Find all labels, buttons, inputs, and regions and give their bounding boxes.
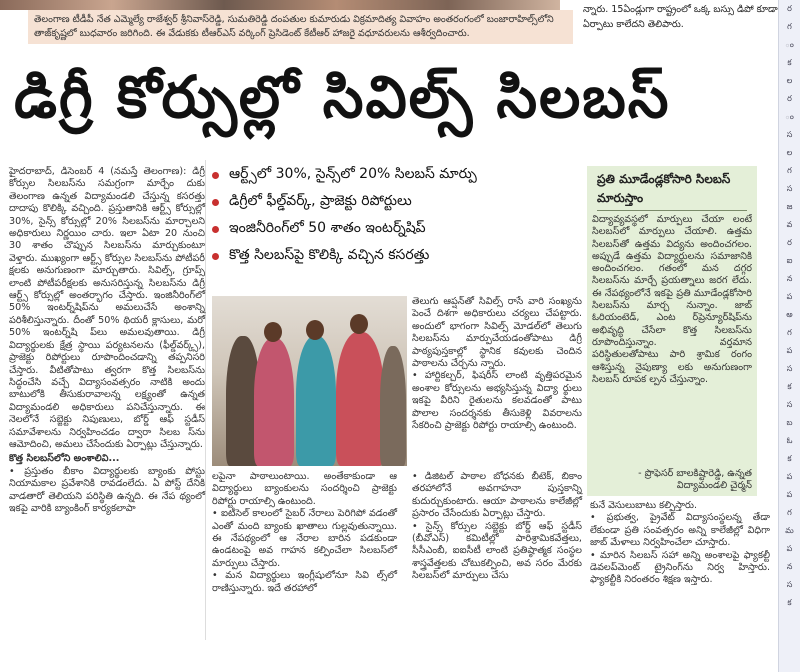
adjacent-column-fragment: గ [787, 508, 792, 517]
bullet-item [212, 189, 582, 216]
bullet-item [212, 162, 582, 189]
adjacent-column-fragment: జ [786, 202, 793, 211]
adjacent-column-fragment: న [786, 562, 793, 571]
quote-box-body: విద్యావ్యవస్థలో మార్పులు చేయా లంటే సిలబస్‌లో మార్పులు చేయాలి. ఉత్తమ సిలబస్‌తో ఉత్తమ విద్యను అందించగలం. అప్పుడే ఉత్తమ విద్యార్థులను సమాజానికి అందించగలం. గతంలో మన దగ్గర సిలబస్‌ను మార్చే ప్రయత్నాలు జరగ లేదు. ఈ నేపథ్యంలోనే ఇకపై ప్రతి మూడేండ్లకోసారి సిలబస్‌ను మార్చ నున్నాం. జాబ్ ఓరియంటెడ్, ఎంట ర్‌ప్రెన్యూర్‌షిప్‌ను అభివృద్ధి చేసేలా కొత్త సిలబస్‌ను రూపొందిస్తున్నాం. వర్తమాన పరిస్థితులతోపాటు పారి శ్రామిక రంగం ఆశిస్తున్న నైపుణ్యా లకు అనుగుణంగా సిలబస్ రూపక ల్పన చేస్తున్నాం. [592, 214, 752, 385]
adjacent-column-fragment: వ [786, 220, 793, 229]
adjacent-column-fragment: అ [786, 310, 793, 319]
bullet-dot-icon [212, 226, 219, 233]
bullet-text: ఆర్ట్స్‌లో 30%, సైన్స్‌లో 20% సిలబస్ మార్పు [229, 166, 477, 182]
bullet-item [212, 243, 582, 270]
adjacent-column-fragment: మ [785, 526, 794, 535]
top-right-article-end: న్నారు. 15ఏండ్లుగా రాష్ట్రంలో ఒక్క బస్సు డిపో కూడా ఏర్పాటు కాలేదని తెలిపారు. [583, 4, 778, 30]
adjacent-column-fragment: ం [785, 112, 794, 121]
middle-column-upper: తెలుగు ఆప్షన్‌తో సివిల్స్ రాసే వారి సంఖ్యను పెంచే దిశగా అధికారులు చర్యలు చేపట్టారు. అందులో భాగంగా సివిల్స్ మోడల్‌లో తెలుగు సిలబస్‌ను మార్పుచేయడంతోపాటు డిగ్రీ పాఠ్యపుస్తకాల్లో స్థానిక కవులకు చెందిన పాఠాలను చేర్చను న్నారు. • హార్టికల్చర్, ఫిషరీస్ లాంటి వృత్తిపరమైన అంశాల కోర్సులను అభ్యసిస్తున్న విద్యా ర్థులు ఇకపై వీరిని రైతులను కలవడంతో పాటు పొలాల సందర్శనకు తీసుకెళ్లి వివరాలను సేకరించి ప్రాజెక్టు రిపోర్టు రాయాల్సి ఉంటుంది. [412, 296, 582, 432]
adjacent-column-fragment: ప [786, 472, 793, 481]
adjacent-column-fragment: ం [785, 40, 794, 49]
bullet-dot-icon [212, 199, 219, 206]
column-divider [205, 160, 206, 640]
students-photo [212, 296, 407, 466]
adjacent-column-fragment: ర [787, 4, 792, 13]
headline: డిగ్రీ కోర్సుల్లో సివిల్స్ సిలబస్ [14, 63, 671, 131]
adjacent-column-fragment: ల [786, 76, 793, 85]
right-adjacent-column [778, 0, 800, 672]
adjacent-column-fragment: ల [786, 148, 793, 157]
middle-lower-left-text: లపైనా పాఠాలుంటాయి. అంతేకాకుండా ఆ విద్యార్థులు బ్యాంకులను సందర్శించి ప్రాజెక్టు రిపోర్టు రాయాల్సి ఉంటుంది. • ఐటీసెల్ కాలంలో సైబర్ నేరాలు పెరిగిపో వడంతో ఎంతో మంది బ్యాంకు ఖాతాలు గుల్లవుతున్నాయి. ఈ నేపథ్యంలో ఆ నేరాల బారిన పడకుండా ఉండటంపై అవ గాహన కల్పించేలా సిలబస్‌లో మార్పులు చేస్తారు. • మన విద్యార్థులు ఇంగ్లీషులోనూ సివి ల్స్‌లో రాణిస్తున్నారు. ఇదే తరహాలో [212, 471, 397, 594]
adjacent-column-fragment: గ [787, 22, 792, 31]
bullet-dot-icon [212, 172, 219, 179]
adjacent-column-fragment: క [787, 58, 792, 67]
adjacent-column-fragment: స [786, 400, 793, 409]
left-column-tail: • ప్రస్తుతం బీకాం విద్యార్థులకు బ్యాంకు పోస్టు నియామకాల ప్రవేశానికి రావడంలేదు. ఏ పోస్ట్ దేనికి వాడతారో తెలియని పరిస్థితి ఉన్నది. ఈ నేప థ్యంలో ఇకపై వారికి బ్యాంకింగ్ కార్యకలాపా [9, 465, 205, 514]
quote-box-divider [597, 210, 747, 211]
adjacent-column-fragment: స [786, 364, 793, 373]
adjacent-column-fragment: స [786, 580, 793, 589]
adjacent-column-fragment: బ [786, 418, 793, 427]
adjacent-column-fragment: ప [786, 292, 793, 301]
adjacent-column-fragment: స [786, 130, 793, 139]
adjacent-column-fragment: ప [786, 490, 793, 499]
adjacent-column-fragment: గ [787, 166, 792, 175]
top-photo-caption: తెలంగాణ టీడీపీ నేత ఎమ్మెల్యే రాజేశ్వర్ శ్రీనివాస్‌రెడ్డి, సుమతిరెడ్డి దంపతుల కుమారుడు విక్రమాదిత్య వివాహం అంతరంగంలో బంజారాహిల్స్‌లోని తాజ్‌కృష్ణలో బుధవారం జరిగింది. ఈ వేడుకకు టీఆర్‌ఎస్ వర్కింగ్ ప్రెసిడెంట్ కేటీఆర్ హాజరై వధూవరులను ఆశీర్వదించారు. [34, 14, 554, 39]
left-column [9, 166, 205, 515]
quote-box-title: ప్రతి మూడేండ్లకోసారి సిలబస్ మారుస్తాం [597, 172, 731, 205]
top-photo-strip [0, 0, 560, 10]
adjacent-column-fragment: న [786, 274, 793, 283]
adjacent-column-fragment: ర [787, 94, 792, 103]
bullet-text: కొత్త సిలబస్‌పై కొలిక్కి వచ్చిన కసరత్తు [229, 247, 430, 263]
adjacent-column-fragment: ర [787, 238, 792, 247]
highlight-bullets [212, 162, 582, 270]
adjacent-column-fragment: స [786, 184, 793, 193]
adjacent-column-fragment: ప [786, 544, 793, 553]
right-column-lower: కునే వెసులుబాటు కల్పిస్తారు. • ప్రభుత్వ, ప్రైవేట్ విద్యాసంస్థలన్న తేడా లేకుండా ప్రతి సంవత్సరం అన్ని కాలేజీల్లో విధిగా జాబ్ మేళాలు నిర్వహించేలా చూస్తారు. • మారిన సిలబస్ సహా అన్ని అంశాలపై ఫ్యాకల్టీ డెవలప్‌మెంట్ ట్రైనింగ్‌ను నిర్వ హిస్తారు. ఫ్యాకల్టీకి నిరంతరం శిక్షణ ఇస్తారు. [590, 500, 770, 586]
bullet-text: డిగ్రీలో ఫీల్డ్‌వర్క్, ప్రాజెక్టు రిపోర్టులు [229, 193, 412, 209]
adjacent-column-fragment: ఐ [786, 256, 793, 265]
adjacent-column-fragment: ఓ [786, 436, 793, 445]
left-subhead: కొత్త సిలబస్‌లోని అంశాలివి... [9, 453, 120, 465]
quote-box-signature: - ప్రొఫెసర్ బాలకిష్టారెడ్డి, ఉన్నత విద్యామండలి చైర్మన్ [638, 468, 752, 492]
adjacent-column-fragment: గ [787, 328, 792, 337]
bullet-dot-icon [212, 253, 219, 260]
adjacent-column-fragment: క [787, 598, 792, 607]
adjacent-column-fragment: ప [786, 346, 793, 355]
bullet-text: ఇంజినీరింగ్‌లో 50 శాతం ఇంటర్న్‌షిప్ [229, 220, 426, 236]
adjacent-column-fragment: క [787, 382, 792, 391]
left-column-body: హైదరాబాద్, డిసెంబర్ 4 (నమస్తే తెలంగాణ): డిగ్రీ కోర్సుల సిలబస్‌ను సమగ్రంగా మార్చేం దుకు తెలంగాణ ఉన్నత విద్యామండలి చేస్తున్న కసరత్తు దాదాపు కొలిక్కి వచ్చింది. ప్రస్తుతానికి ఆర్ట్స్ కోర్సుల్లో 30%, సైన్స్ కోర్సుల్లో 20% సిలబస్‌ను మార్చాలని అధికారులు నిర్ణయిం చారు. ఇలా ఏటా 20 నుంచి 30 శాతం చొప్పున సిలబస్‌ను మార్చుకుంటూ వెళ్తారు. ముఖ్యంగా ఆర్ట్స్ కోర్సుల సిలబస్‌ను పోటీపరీ క్షలకు అనుగుణంగా మార్చుతారు. సివిల్స్, గ్రూప్స్ లాంటి పోటీపరీక్షలకు అనుసరిస్తున్న సిలబస్‌ను డిగ్రీ ఆర్ట్స్ కోర్సుల్లో అంతర్భాగం చేస్తారు. ఇంజినీరింగ్‌లో 50% ఇంటర్న్‌షిప్‌ను అమలుచేసే అంశాన్ని పరిశీలిస్తున్నారు. దీంతో 50% థియరీ క్లాసులు, మరో 50% ఇంటర్న్‌షి ప్‌లు అమలవుతాయి. డిగ్రీ విద్యార్థులకు క్షేత్ర స్థాయి పర్యటనలను (ఫీల్డ్‌వర్క్స్), ప్రాజెక్టు రిపోర్టులు రూపొందించడాన్ని తప్పనిసరి చేస్తారు. వీటితోపాటు త్వరగా కొత్త సిలబస్‌ను సిద్ధంచేసి వచ్చే విద్యాసంవత్సరం నాటికి అందు బాటులోకి తీసుకురావాలన్న లక్ష్యంతో ఉన్నత విద్యామండలి అధికారులు పనిచేస్తున్నారు. ఈ నెలలోనే సబ్జెక్టు నిపుణులు, బోర్డ్ ఆఫ్ స్టడీస్ సమావేశాలను నిర్వహించడం ద్వారా సిలబ స్‌ను ఆమోదించి, అమలు చేసేందుకు ఏర్పాట్లు చేస్తున్నారు. [9, 166, 205, 450]
middle-lower-right-text: • డిజిటల్ పాఠాల బోధనకు బీటెక్, బికాం తరహాలోనే అవగాహనా పుస్తకాన్ని కుదుర్చుకుంటారు. ఆయా పాఠాలను కాలేజీల్లో ప్రసారం చేసేందుకు ఏర్పాట్లు చేస్తారు. • సైన్స్ కోర్సుల సబ్జెక్టు బోర్డ్ ఆఫ్ స్టడీస్ (బీవోఎస్) కమిటీల్లో పారిశ్రామికవేత్తలు, సీసీఎంబీ, ఐఐసీటీ లాంటి ప్రతిష్ఠాత్మక సంస్థల శాస్త్రవేత్తలకు చోటుకల్పించి, అవ సరం మేరకు సిలబస్‌లో మార్పులు చేసు [412, 471, 582, 582]
adjacent-column-fragment: క [787, 454, 792, 463]
bullet-item [212, 216, 582, 243]
